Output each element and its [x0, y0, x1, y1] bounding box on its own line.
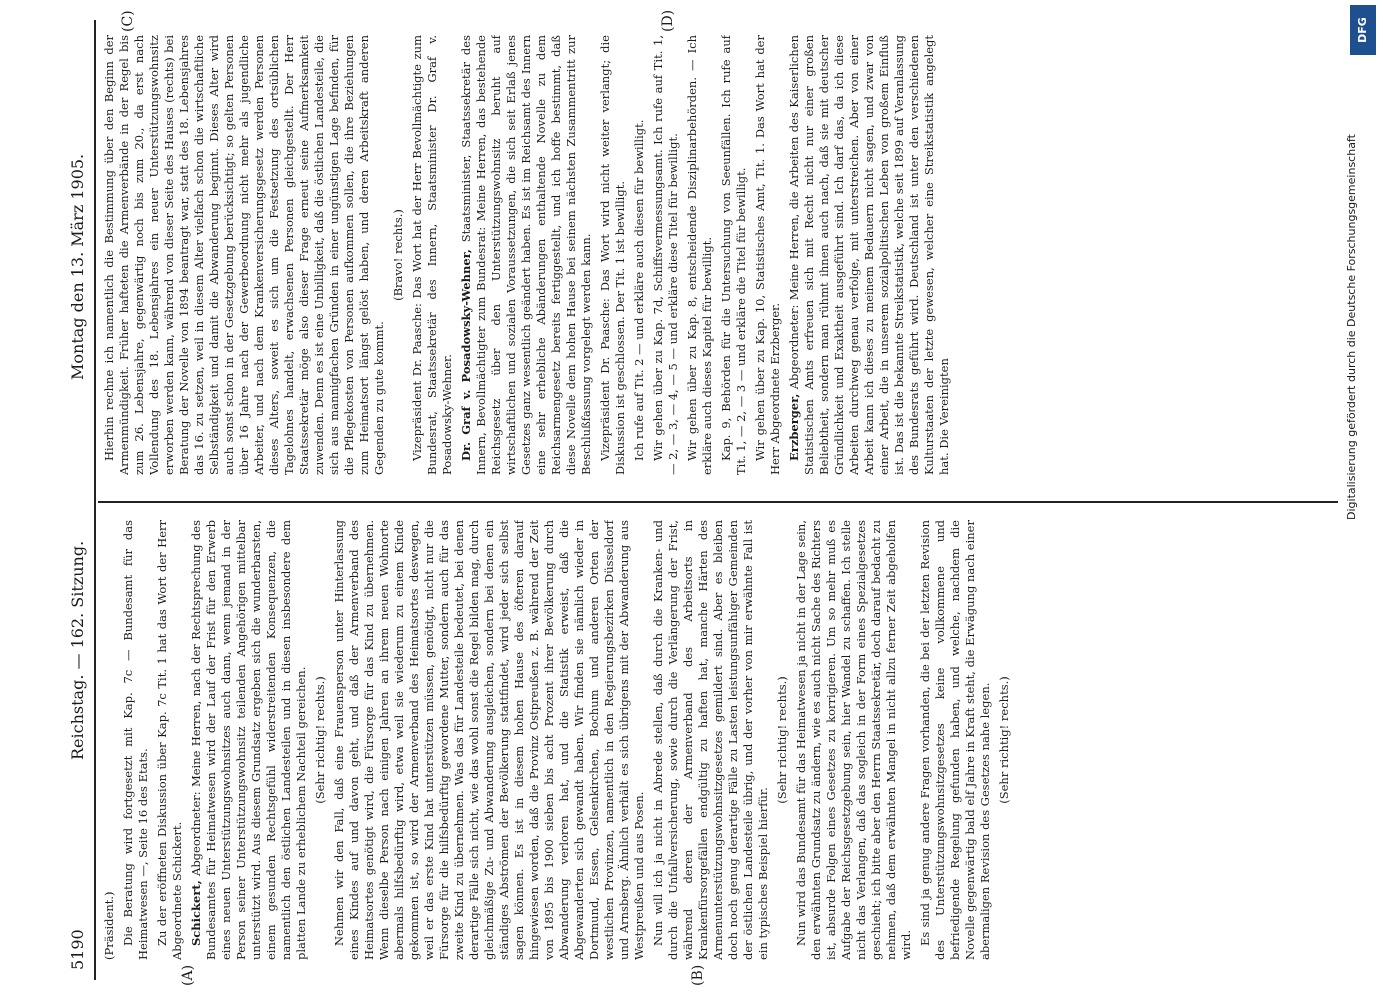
interjection: (Bravo! rechts.) [391, 209, 405, 301]
paragraph: Wir gehen über zu Kap. 8, entscheidende Disziplinarbehörden. — Ich erkläre auch dieses Kapitel für bewilligt. [685, 35, 714, 475]
session-date: Montag den 13. März 1905. [68, 153, 87, 380]
right-column [102, 35, 1342, 475]
digitization-credit: Digitalisierung gefördert durch die Deutsche Forschungsgemeinschaft [1345, 134, 1358, 520]
paragraph: Wir gehen über zu Kap. 10, Statistisches Amt, Tit. 1. Das Wort hat der Herr Abgeordnete Erzberger. [753, 35, 782, 475]
speaker-name: Schickert, [189, 880, 203, 946]
paragraph: Hierhin rechne ich namentlich die Bestimmung über den Beginn der Armenmündigkeit. Früher hafteten die Armenverbände in der Regel bis zum 26. Lebensjahre, gegenwärtig noch bis zum 20., da erst nach Vollendung des 18. Lebensjahres ein neuer Unterstützungswohnsitz erworben werden kann, während von dieser Seite des Hauses (rechts) bei Beratung der Novelle von 1894 beantragt war, statt des 18. Lebensjahres das 16. zu setzen, weil in diesem Alter vielfach schon die wirtschaftliche Selbständigkeit und damit die Abwanderung beginnt. Dieses Alter wird auch sonst schon in der Gesetzgebung berücksichtigt; so gelten Personen über 16 Jahre nach der Gewerbeordnung nicht mehr als jugendliche Arbeiter, und nach dem Krankenversicherungsgesetz werden Personen dieses Alters, soweit es sich um die Festsetzung des ortsüblichen Tagelohnes handelt, erwachsenen Personen gleichgestellt. Der Herr Staatssekretär möge also dieser Frage erneut seine Aufmerksamkeit zuwenden. Denn es ist eine Unbilligkeit, daß die östlichen Landesteile, die sich aus mannigfachen Gründen in einer ungünstigen Lage befinden, für die Pflegekosten von Personen aufkommen sollen, die ihre Beziehungen zum Heimatsort längst gelöst haben, und deren Arbeitskraft anderen Gegenden zu gute kommt. [102, 35, 386, 475]
paragraph: Zu der eröffneten Diskussion über Kap. 7c Tit. 1 hat das Wort der Herr Abgeordnete Schickert. [155, 520, 184, 960]
paragraph: Die Beratung wird fortgesetzt mit Kap. 7c — Bundesamt für das Heimatwesen —, Seite 16 des Etats. [121, 520, 150, 960]
column-divider [98, 501, 1338, 503]
interjection: (Sehr richtig! rechts.) [997, 676, 1011, 804]
paragraph: Nun will ich ja nicht in Abrede stellen, daß durch die Kranken- und durch die Unfallversicherung, sowie durch die Verlängerung der Frist, während deren der Armenverband des Arbeitsorts in Krankenfürsorgefällen endgültig zu haften hat, manche Härten des Armenunterstützungswohnsitzgesetzes gemildert sind. Aber es bleiben doch noch genug derartige Fälle zu Lasten leistungsunfähiger Gemeinden der östlichen Landesteile übrig, und der vorher von mir erwähnte Fall ist ein typisches Beispiel hierfür. [651, 520, 770, 960]
margin-mark-a: (A) [180, 964, 196, 986]
speech-text: Abgeordneter: Meine Herren, die Arbeiten des Kaiserlichen Statistischen Amts erfreuen sich mit Recht nicht nur einer großen Beliebtheit, sondern man rühmt ihnen auch nach, daß sie mit deutscher Gründlichkeit und Exaktheit ausgeführt sind. Ich darf das, da ich diese Arbeiten durchweg genau verfolge, mit unterstreichen. Aber von einer Arbeit kann ich dieses zu meinem Bedauern nicht sagen, und zwar von einer Arbeit, die in unserem sozialpolitischen Leben von großem Einfluß ist. Das ist die bekannte Streikstatistik, welche seit 1899 auf Veranlassung des Bundesrats geführt wird. Deutschland ist unter den verschiedenen Kulturstaaten der letzte gewesen, welcher eine Streikstatistik angelegt hat. Die Vereinigten [787, 35, 951, 475]
margin-mark-b: (B) [690, 964, 706, 986]
paragraph: Ich rufe auf Tit. 2 — und erkläre auch diesen für bewilligt. [632, 119, 646, 461]
paragraph: Vizepräsident Dr. Paasche: Das Wort hat der Herr Bevollmächtigte zum Bundesrat, Staatssekretär des Innern, Staatsminister Dr. Graf v. Posadowsky-Wehner. [410, 35, 454, 475]
speaker-label: (Präsident.) [102, 891, 116, 960]
dfg-logo: DFG [1350, 5, 1376, 55]
paragraph: Nehmen wir den Fall, daß eine Frauensperson unter Hinterlassung eines Kindes auf und davon geht, und daß der Armenverband des Heimatsortes genötigt wird, die Fürsorge für das Kind zu übernehmen. Wenn dieselbe Person nach einigen Jahren an ihrem neuen Wohnorte abermals hilfsbedürftig wird, etwa weil sie wiederum zu einem Kinde gekommen ist, so wird der Armenverband des Heimatsortes deswegen, weil er das erste Kind hat unterstützen müssen, genötigt, nicht nur die Fürsorge für die hilfsbedürftig gewordene Mutter, sondern auch für das zweite Kind zu übernehmen. Was das für Landesteile bedeutet, bei denen derartige Fälle sich nicht, wie das wohl sonst die Regel bilden mag, durch gleichmäßige Zu- und Abwanderung ausgleichen, sondern bei denen ein ständiges Abströmen der Bevölkerung stattfindet, wird jeder sich selbst sagen können. Es ist in diesem hohen Hause des öfteren darauf hingewiesen worden, daß die Provinz Ostpreußen z. B. während der Zeit von 1895 bis 1900 sieben bis acht Prozent ihrer Bevölkerung durch Abwanderung verloren hat, und die Statistik erweist, daß die Abgewanderten sich gewandt haben. Wir finden sie nämlich wieder in Dortmund, Essen, Gelsenkirchen, Bochum und anderen Orten der westlichen Provinzen, namentlich in den Regierungsbezirken Düsseldorf und Arnsberg. Ähnlich verhält es sich übrigens mit der Abwanderung aus Westpreußen und aus Posen. [332, 520, 646, 960]
page-title: Reichstag. — 162. Sitzung. [68, 540, 87, 760]
speaker-name: Dr. Graf v. Posadowsky-Wehner, [459, 249, 473, 461]
paragraph: Kap. 9, Behörden für die Untersuchung von Seeunfällen. Ich rufe auf Tit. 1, — 2, — 3 — und erkläre die Titel für bewilligt. [719, 35, 748, 475]
paragraph: Nun wird das Bundesamt für das Heimatwesen ja nicht in der Lage sein, den erwähnten Grundsatz zu ändern, wie es auch nicht Sache des Richters ist, absurde Folgen eines Gesetzes zu korrigieren. Um so mehr muß es Aufgabe der Reichsgesetzgebung sein, hier Wandel zu schaffen. Ich stelle nicht das Verlangen, daß das sogleich in der Form eines Spezialgesetzes geschieht; ich bitte aber den Herrn Staatssekretär, doch darauf bedacht zu nehmen, daß dem erwähnten Mangel in nicht allzu ferner Zeit abgeholfen wird. [794, 520, 913, 960]
page-number: 5190 [68, 929, 87, 970]
speech-text: Staatsminister, Staatssekretär des Innern, Bevollmächtigter zum Bundesrat: Meine Herren, das bestehende Reichsgesetz über den Unterstützungswohnsitz beruht auf wirtschaftlichen und sozialen Voraussetzungen, die sich seit Erlaß jenes Gesetzes ganz wesentlich geändert haben. Es ist im Reichsamt des Innern eine sehr erhebliche Abänderungen enthaltende Novelle zu dem Reichsarmengesetz bereits fertiggestellt, und ich hoffe bestimmt, daß diese Novelle dem hohen Hause bei seinem nächsten Zusammentritt zur Beschlußfassung vorgelegt werden kann. [459, 35, 593, 475]
interjection: (Sehr richtig! rechts.) [313, 676, 327, 804]
paragraph [787, 35, 952, 475]
paragraph: Es sind ja genug andere Fragen vorhanden, die bei der letzten Revision des Unterstützungswohnsitzgesetzes keine vollkommene und befriedigende Regelung gefunden haben, und welche, nachdem die Novelle gegenwärtig bald elf Jahre in Kraft steht, die Erwägung nach einer abermaligen Revision des Gesetzes nahe legen. [918, 520, 992, 960]
left-column [102, 520, 1342, 960]
paragraph: Vizepräsident Dr. Paasche: Das Wort wird nicht weiter verlangt; die Diskussion ist geschlossen. Der Tit. 1 ist bewilligt. [598, 35, 627, 475]
speaker-name: Erzberger, [787, 393, 801, 461]
header-rule [94, 20, 96, 980]
speech-text: Abgeordneter: Meine Herren, nach der Rechtsprechung des Bundesamtes für Heimatwesen wird der Lauf der Frist für den Erwerb eines neuen Unterstützungswohnsitzes auch dann, wenn jemand in der Person seiner Unterstützungswohnsitz teilenden Angehörigen mittelbar unterstützt wird. Aus diesem Grundsatz ergeben sich die wunderbarsten, einem gesunden Rechtsgefühl widerstreitenden Konsequenzen, die namentlich den östlichen Landesteilen und in diesen insbesondere dem platten Lande zu erheblichem Nachteil gereichen. [189, 520, 308, 960]
paragraph: Wir gehen über zu Kap. 7d, Schiffsvermessungsamt. Ich rufe auf Tit. 1, — 2, — 3, — 4, — 5 — und erkläre diese Titel für bewilligt. [651, 35, 680, 475]
margin-mark-d: (D) [660, 9, 676, 32]
paragraph [459, 35, 594, 475]
interjection: (Sehr richtig! rechts.) [775, 676, 789, 804]
paragraph [189, 520, 309, 960]
margin-mark-c: (C) [120, 10, 136, 32]
